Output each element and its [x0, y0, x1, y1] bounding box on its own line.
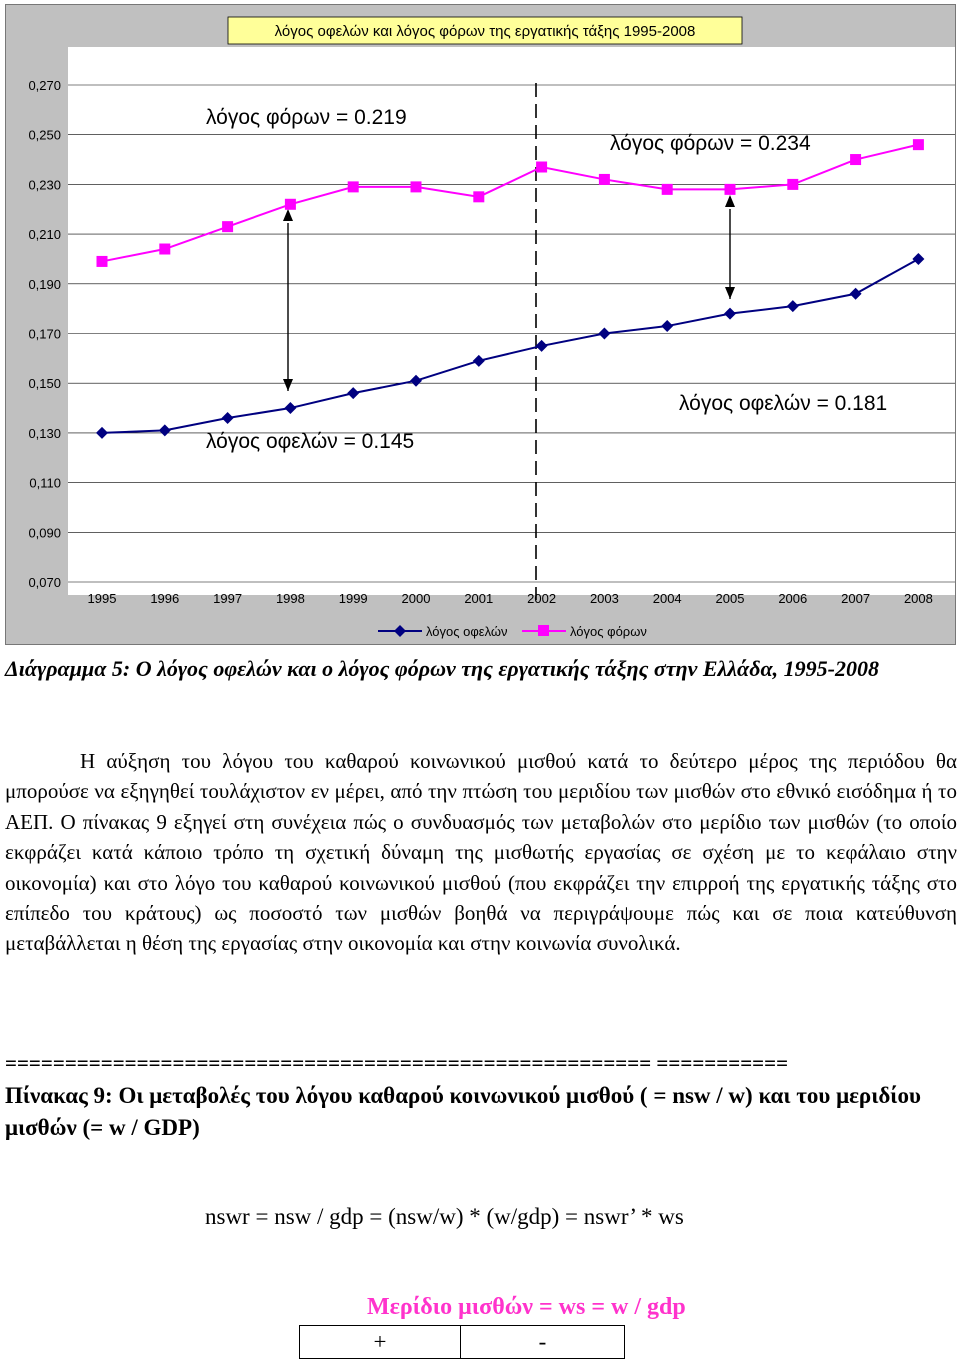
separator-line: ====================================================== ===========: [5, 1051, 789, 1075]
y-tick-label: 0,070: [28, 575, 61, 590]
legend-diamond-marker: [394, 625, 406, 637]
tax-ratio-point: [348, 181, 359, 192]
annotation-tax-ratio-period1: λόγος φόρων = 0.219: [206, 106, 407, 129]
legend-label-benefit-ratio: λόγος οφελών: [426, 624, 508, 639]
tax-ratio-point: [97, 256, 108, 267]
tax-ratio-point: [599, 174, 610, 185]
plus-column-header: +: [300, 1326, 461, 1359]
x-tick-label: 2006: [778, 591, 808, 606]
tax-ratio-point: [473, 191, 484, 202]
wage-share-header: Μερίδιο μισθών = ws = w / gdp: [367, 1294, 686, 1320]
x-tick-label: 1997: [213, 591, 243, 606]
x-tick-label: 2008: [903, 591, 933, 606]
tax-ratio-point: [787, 179, 798, 190]
wage-share-table: [145, 1325, 625, 1359]
x-tick-label: 2002: [527, 591, 557, 606]
x-tick-label: 1995: [87, 591, 117, 606]
y-tick-label: 0,210: [28, 227, 61, 243]
x-tick-label: 1999: [338, 591, 368, 606]
y-tick-label: 0,150: [28, 376, 61, 392]
y-tick-label: 0,190: [28, 276, 61, 292]
legend-label-tax-ratio: λόγος φόρων: [570, 624, 647, 639]
figure-caption: Διάγραμμα 5: Ο λόγος οφελών και ο λόγος φόρων της εργατικής τάξης στην Ελλάδα, 1995-2008: [5, 656, 879, 681]
y-tick-label: 0,250: [28, 127, 61, 143]
tax-ratio-point: [536, 162, 547, 173]
tax-ratio-point: [725, 184, 736, 195]
annotation-benefit-ratio-period2: λόγος οφελών = 0.181: [679, 392, 888, 415]
body-paragraph: [5, 746, 957, 959]
y-tick-label: 0,090: [28, 525, 61, 541]
chart-panel: [5, 4, 956, 645]
tax-ratio-point: [285, 199, 296, 210]
x-tick-label: 2007: [841, 591, 871, 606]
x-tick-label: 2005: [715, 591, 745, 606]
line-chart: [6, 5, 957, 646]
chart-title: λόγος οφελών και λόγος φόρων της εργατικής τάξης 1995-2008: [274, 23, 696, 40]
annotation-tax-ratio-period2: λόγος φόρων = 0.234: [610, 132, 811, 155]
tax-ratio-point: [850, 154, 861, 165]
formula: nswr = nsw / gdp = (nsw/w) * (w/gdp) = nswr’ * ws: [205, 1204, 684, 1229]
minus-column-header: -: [461, 1326, 625, 1359]
y-tick-label: 0,270: [28, 78, 61, 93]
y-tick-label: 0,170: [28, 326, 61, 342]
y-tick-label: 0,110: [29, 475, 61, 491]
x-tick-label: 2001: [464, 591, 494, 606]
y-tick-label: 0,130: [28, 425, 61, 441]
legend: [378, 624, 647, 639]
table-title: Πίνακας 9: Οι μεταβολές του λόγου καθαρού κοινωνικού μισθού ( = nsw / w) και του μεριδίου μισθών (= w / GDP): [5, 1083, 921, 1140]
tax-ratio-point: [159, 244, 170, 255]
y-tick-label: 0,230: [28, 177, 61, 193]
table-header-row: [145, 1326, 625, 1359]
legend-square-marker: [538, 625, 549, 636]
body-paragraph-text: Η αύξηση του λόγου του καθαρού κοινωνικού μισθού κατά το δεύτερο μέρος της περιόδου θα μπορούσε να εξηγηθεί τουλάχιστον εν μέρει, από την πτώση του μεριδίου των μισθών στο εθνικό εισόδημα ή το ΑΕΠ. Ο πίνακας 9 εξηγεί στη συνέχεια πώς ο συνδυασμός των μεταβολών στο μερίδιο των μισθών (το οποίο εκφράζει κατά κάποιο τρόπο τη σχετική δύναμη της μισθωτής εργασίας σε σχέση με το κεφάλαιο στην οικονομία) και στο λόγο του καθαρού κοινωνικού μισθού (που εκφράζει την επιρροή της εργατικής τάξης στο επίπεδο του κράτους) ως ποσοστό των μισθών βοηθά να περιγράψουμε πώς και σε ποια κατεύθυνση μεταβάλλεται η θέση της εργασίας στην οικονομία και στην κοινωνία συνολικά.: [5, 749, 957, 956]
x-tick-label: 2003: [589, 591, 619, 606]
tax-ratio-point: [411, 181, 422, 192]
plot-area: [68, 47, 955, 595]
x-tick-label: 1998: [275, 591, 305, 606]
table-corner-cell: [145, 1326, 300, 1359]
tax-ratio-point: [662, 184, 673, 195]
x-tick-label: 2004: [652, 591, 682, 606]
tax-ratio-point: [913, 139, 924, 150]
tax-ratio-point: [222, 221, 233, 232]
x-tick-label: 1996: [150, 591, 180, 606]
annotation-benefit-ratio-period1: λόγος οφελών = 0.145: [206, 430, 415, 453]
x-tick-label: 2000: [401, 591, 431, 606]
